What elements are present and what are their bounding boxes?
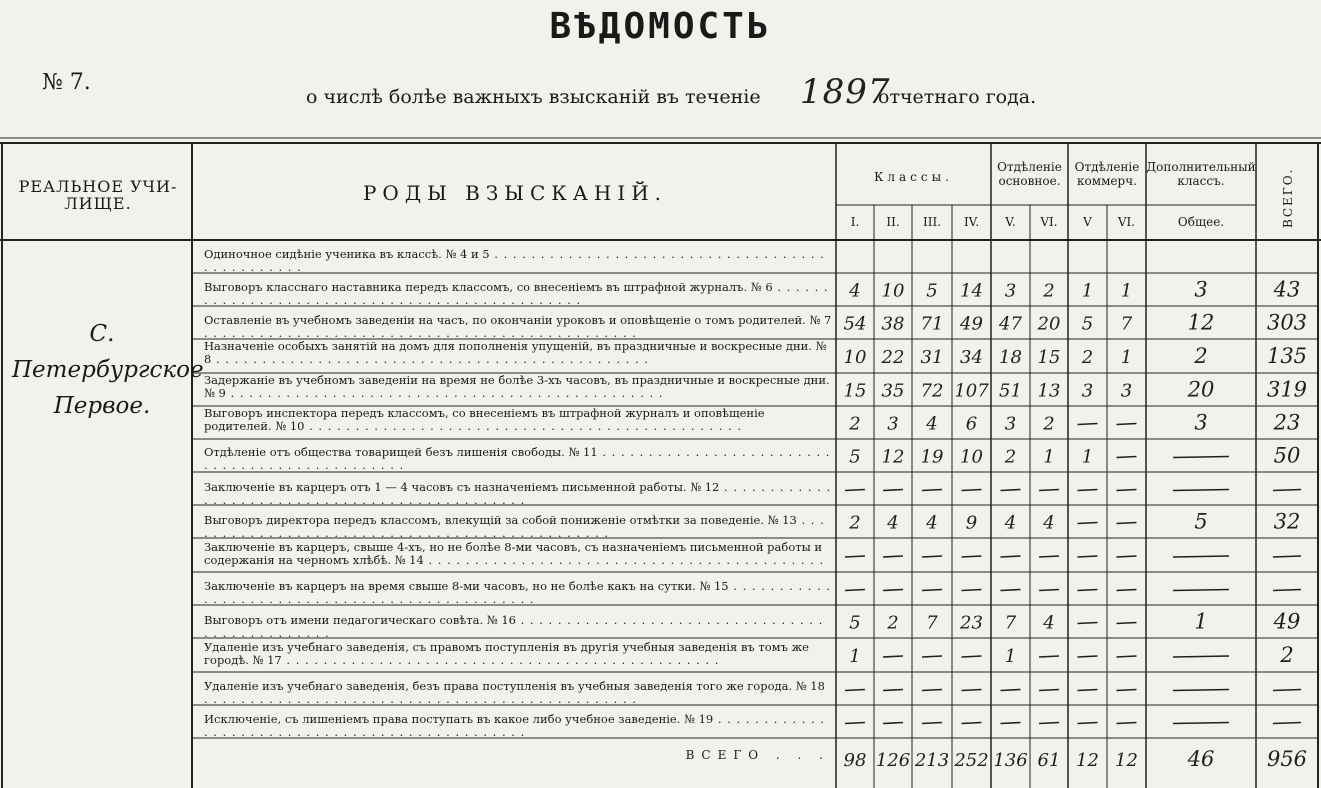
- table-cell-value: 10: [960, 446, 983, 468]
- table-cell-dash: [1001, 690, 1021, 691]
- table-cell-value: 43: [1273, 277, 1301, 302]
- subtitle-prefix: о числѣ болѣе важныхъ взысканій въ теченіе: [306, 86, 761, 108]
- table-cell-dash: [962, 590, 982, 591]
- table-cell-value: 6: [965, 413, 978, 435]
- table-cell-dash: [1117, 590, 1137, 591]
- table-cell-dash: [883, 656, 903, 657]
- table-cell-dash: [1117, 556, 1137, 557]
- table-cell-value: 4: [1043, 612, 1055, 634]
- table-cell-dash: [883, 723, 903, 724]
- table-cell-value: 3: [1120, 380, 1133, 402]
- table-cell-value: 49: [960, 313, 983, 335]
- total-cell-value: 126: [875, 750, 911, 771]
- table-cell-value: 1: [1120, 280, 1133, 302]
- table-cell-dash: [1117, 490, 1137, 491]
- table-cell-value: 49: [1273, 609, 1301, 634]
- table-cell-value: 5: [926, 280, 938, 302]
- penalty-row-label: Удаленіе изъ учебнаго заведенія, безъ права поступленія въ учебныя заведенія того же города. № 18 . . .: [204, 680, 832, 706]
- table-cell-dash: [845, 723, 865, 724]
- table-cell-value: 3: [1194, 277, 1208, 302]
- table-cell-value: 72: [920, 380, 944, 402]
- table-cell-value: 3: [1004, 413, 1017, 435]
- table-cell-dash: [1173, 690, 1229, 691]
- table-cell-value: 3: [1004, 280, 1017, 302]
- table-cell-dash: [1173, 656, 1229, 657]
- table-cell-dash: [962, 690, 982, 691]
- table-cell-value: 2: [849, 512, 861, 534]
- table-cell-value: 20: [1187, 377, 1215, 402]
- table-cell-value: 12: [1187, 310, 1215, 335]
- table-cell-dash: [1117, 623, 1137, 624]
- table-cell-value: 7: [1120, 313, 1133, 335]
- table-cell-value: 319: [1266, 377, 1308, 402]
- table-cell-value: 4: [1043, 512, 1055, 534]
- table-cell-dash: [1117, 723, 1137, 724]
- table-cell-dash: [1078, 523, 1098, 524]
- table-cell-dash: [845, 590, 865, 591]
- total-cell-value: 12: [1115, 750, 1138, 771]
- total-column-header: ВСЕГО.: [1281, 167, 1295, 228]
- penalty-row-label: Выговоръ директора передъ классомъ, влекущій за собой пониженіе отмѣтки за поведеніе. № 13 . . .: [204, 514, 832, 540]
- column-header-general: Общее.: [1177, 215, 1225, 229]
- table-cell-value: 4: [849, 280, 861, 302]
- table-cell-value: 7: [1004, 612, 1017, 634]
- table-cell-dash: [883, 590, 903, 591]
- table-cell-value: 4: [926, 512, 938, 534]
- penalty-row-label: Назначеніе особыхъ занятій на домъ для пополненія упущеній, въ праздничные и воскресные дни. № 8 . . .: [204, 340, 832, 368]
- table-cell-dash: [962, 490, 982, 491]
- column-header-comm-5: V: [1083, 215, 1092, 229]
- table-cell-value: 1: [1004, 646, 1017, 667]
- table-cell-dash: [1039, 723, 1059, 724]
- table-cell-value: 34: [960, 347, 983, 368]
- table-cell-value: 135: [1266, 344, 1308, 368]
- penalty-row-label: Заключеніе въ карцеръ на время свыше 8-ми часовъ, но не болѣе какъ на сутки. № 15 . . .: [204, 580, 832, 606]
- table-cell-dash: [1078, 556, 1098, 557]
- table-cell-dash: [1078, 723, 1098, 724]
- table-cell-value: 12: [881, 446, 905, 468]
- table-cell-value: 1: [1043, 446, 1055, 468]
- column-header-class-4: IV.: [963, 215, 980, 229]
- table-cell-value: 1: [1194, 609, 1208, 634]
- table-cell-dash: [1173, 723, 1229, 724]
- table-cell-dash: [962, 556, 982, 557]
- table-cell-dash: [1001, 590, 1021, 591]
- column-header-main-6: VI.: [1040, 215, 1058, 229]
- table-cell-value: 5: [1081, 313, 1094, 335]
- table-cell-dash: [1078, 590, 1098, 591]
- total-cell-value: 956: [1266, 747, 1308, 771]
- table-cell-value: 35: [881, 380, 905, 402]
- penalty-row-label: Удаленіе изъ учебнаго заведенія, съ правомъ поступленія въ другія учебныя заведенія въ томъ же городѣ. № 17 . . .: [204, 641, 832, 669]
- table-cell-dash: [1173, 556, 1229, 557]
- penalty-kinds-header: РОДЫ ВЗЫСКАНІЙ.: [362, 181, 668, 205]
- table-cell-dash: [1039, 490, 1059, 491]
- table-cell-dash: [1039, 556, 1059, 557]
- table-cell-value: 2: [1004, 446, 1017, 468]
- table-cell-dash: [1078, 623, 1098, 624]
- table-cell-value: 31: [920, 347, 944, 368]
- column-header-comm-6: VI.: [1117, 215, 1136, 229]
- table-cell-value: 23: [1273, 410, 1301, 435]
- column-header-class-2: II.: [886, 215, 900, 229]
- table-cell-value: 13: [1037, 380, 1061, 402]
- table-cell-dash: [962, 723, 982, 724]
- table-cell-value: 50: [1273, 443, 1301, 468]
- table-cell-value: 20: [1037, 313, 1061, 335]
- commercial-department-header: Отдѣленіе коммерч.: [1074, 160, 1140, 188]
- penalty-row-label: Выговоръ класснаго наставника передъ классомъ, со внесеніемъ въ штрафной журналъ. № 6 . . .: [204, 281, 832, 307]
- table-cell-dash: [962, 656, 982, 657]
- penalty-row-label: Выговоръ отъ имени педагогическаго совѣта. № 16 . . .: [204, 614, 832, 640]
- table-cell-value: 4: [1004, 512, 1017, 534]
- form-number: № 7.: [42, 70, 91, 95]
- table-cell-value: 51: [999, 380, 1022, 402]
- total-cell-value: 46: [1187, 747, 1215, 771]
- table-cell-value: 10: [881, 280, 905, 302]
- table-cell-value: 2: [1043, 413, 1055, 435]
- penalty-row-label: Заключеніе въ карцеръ отъ 1 — 4 часовъ съ назначеніемъ письменной работы. № 12 . . .: [204, 481, 832, 507]
- table-cell-value: 2: [1280, 643, 1294, 667]
- penalty-row-label: Выговоръ инспектора передъ классомъ, со внесеніемъ въ штрафной журналъ и оповѣщеніе родителей. № 10 . . .: [204, 407, 832, 435]
- table-cell-value: 3: [1194, 410, 1208, 435]
- table-cell-dash: [1039, 590, 1059, 591]
- document-title: ВѢДОМОСТЬ: [549, 6, 772, 47]
- table-cell-value: 10: [843, 347, 867, 368]
- table-cell-dash: [1173, 490, 1229, 491]
- classes-header: Классы.: [874, 170, 953, 184]
- table-cell-dash: [922, 490, 942, 491]
- table-cell-value: 22: [881, 347, 905, 368]
- table-cell-dash: [1273, 590, 1301, 591]
- penalty-row-label: Отдѣленіе отъ общества товарищей безъ лишенія свободы. № 11 . . .: [204, 446, 832, 472]
- table-cell-value: 2: [1081, 347, 1094, 368]
- table-cell-dash: [922, 690, 942, 691]
- table-cell-value: 5: [1194, 509, 1208, 534]
- table-cell-value: 2: [849, 413, 861, 435]
- school-column-header: РЕАЛЬНОЕ УЧИ-ЛИЩЕ.: [18, 177, 178, 213]
- table-cell-value: 3: [887, 413, 899, 435]
- penalty-row-label: Оставленіе въ учебномъ заведеніи на часъ, по окончаніи уроковъ и оповѣщеніе о томъ родителей. № 7 . . .: [204, 314, 832, 340]
- table-cell-dash: [883, 690, 903, 691]
- table-cell-dash: [1039, 656, 1059, 657]
- table-cell-value: 1: [1120, 347, 1133, 368]
- table-cell-dash: [1078, 424, 1098, 425]
- table-cell-dash: [922, 723, 942, 724]
- table-cell-dash: [922, 590, 942, 591]
- total-cell-value: 213: [914, 750, 950, 771]
- table-cell-value: 9: [965, 512, 978, 534]
- table-cell-dash: [845, 690, 865, 691]
- table-cell-value: 5: [849, 612, 861, 634]
- table-cell-value: 15: [843, 380, 867, 402]
- total-cell-value: 252: [954, 750, 989, 771]
- extra-class-header: Дополнительный классъ.: [1146, 160, 1256, 188]
- table-cell-value: 4: [926, 413, 938, 435]
- table-cell-dash: [1001, 723, 1021, 724]
- table-cell-value: 1: [1081, 446, 1094, 468]
- table-cell-dash: [1117, 523, 1137, 524]
- table-cell-dash: [1273, 490, 1301, 491]
- table-cell-dash: [1117, 656, 1137, 657]
- table-cell-value: 47: [999, 313, 1022, 335]
- table-cell-value: 19: [920, 446, 944, 468]
- table-cell-value: 71: [920, 313, 944, 335]
- table-cell-dash: [1001, 556, 1021, 557]
- table-cell-dash: [1273, 690, 1301, 691]
- table-cell-dash: [922, 556, 942, 557]
- table-cell-dash: [1078, 490, 1098, 491]
- penalty-row-label: Исключеніе, съ лишеніемъ права поступать въ какое либо учебное заведеніе. № 19 . . .: [204, 713, 832, 739]
- column-header-main-5: V.: [1005, 215, 1016, 229]
- column-header-class-1: I.: [850, 215, 860, 229]
- subtitle-suffix: отчетнаго года.: [878, 86, 1037, 108]
- total-row-label: ВСЕГО . . .: [685, 748, 830, 762]
- table-cell-value: 3: [1081, 380, 1094, 402]
- main-department-header: Отдѣленіе основное.: [997, 160, 1062, 188]
- table-cell-dash: [1273, 556, 1301, 557]
- table-cell-dash: [922, 656, 942, 657]
- table-cell-dash: [1173, 590, 1229, 591]
- report-year: 1897: [800, 72, 891, 112]
- table-cell-value: 2: [1194, 344, 1208, 368]
- table-cell-dash: [883, 490, 903, 491]
- table-cell-value: 38: [881, 313, 905, 335]
- table-cell-value: 32: [1273, 509, 1301, 534]
- table-cell-value: 107: [954, 380, 989, 402]
- table-cell-value: 5: [849, 446, 861, 468]
- table-cell-dash: [1117, 424, 1137, 425]
- table-cell-value: 1: [1081, 280, 1094, 302]
- table-cell-dash: [1001, 490, 1021, 491]
- penalty-row-label: Заключеніе въ карцеръ, свыше 4-хъ, но не болѣе 8-ми часовъ, съ назначеніемъ письменной работы и содержанія на черномъ хлѣбѣ. № 14 . . .: [204, 541, 832, 569]
- column-header-class-3: III.: [922, 215, 942, 229]
- table-cell-dash: [1078, 690, 1098, 691]
- table-cell-value: 54: [843, 313, 867, 335]
- table-cell-dash: [1117, 690, 1137, 691]
- table-cell-dash: [1039, 690, 1059, 691]
- penalty-row-label: Одиночное сидѣніе ученика въ классѣ. № 4 и 5 . . .: [204, 248, 832, 274]
- table-cell-value: 303: [1266, 310, 1308, 335]
- table-cell-dash: [845, 556, 865, 557]
- total-cell-value: 98: [843, 750, 867, 771]
- table-cell-dash: [1117, 457, 1137, 458]
- table-cell-dash: [845, 490, 865, 491]
- school-name-handwritten: С. Петербургское Первое.: [12, 321, 204, 419]
- table-cell-value: 14: [960, 280, 983, 302]
- table-cell-value: 1: [849, 646, 861, 667]
- total-cell-value: 136: [993, 750, 1028, 771]
- total-cell-value: 12: [1076, 750, 1099, 771]
- table-cell-value: 4: [887, 512, 899, 534]
- table-cell-value: 15: [1037, 347, 1061, 368]
- total-cell-value: 61: [1037, 750, 1061, 771]
- table-cell-value: 7: [926, 612, 938, 634]
- table-cell-value: 2: [887, 612, 899, 634]
- table-cell-dash: [1273, 723, 1301, 724]
- table-cell-value: 18: [999, 347, 1022, 368]
- table-cell-dash: [883, 556, 903, 557]
- table-cell-dash: [1078, 656, 1098, 657]
- table-cell-value: 2: [1043, 280, 1055, 302]
- table-cell-value: 23: [960, 612, 983, 634]
- table-cell-dash: [1173, 457, 1229, 458]
- penalty-row-label: Задержаніе въ учебномъ заведеніи на время не болѣе 3-хъ часовъ, въ праздничные и воскресные дни. № 9 . . .: [204, 374, 832, 402]
